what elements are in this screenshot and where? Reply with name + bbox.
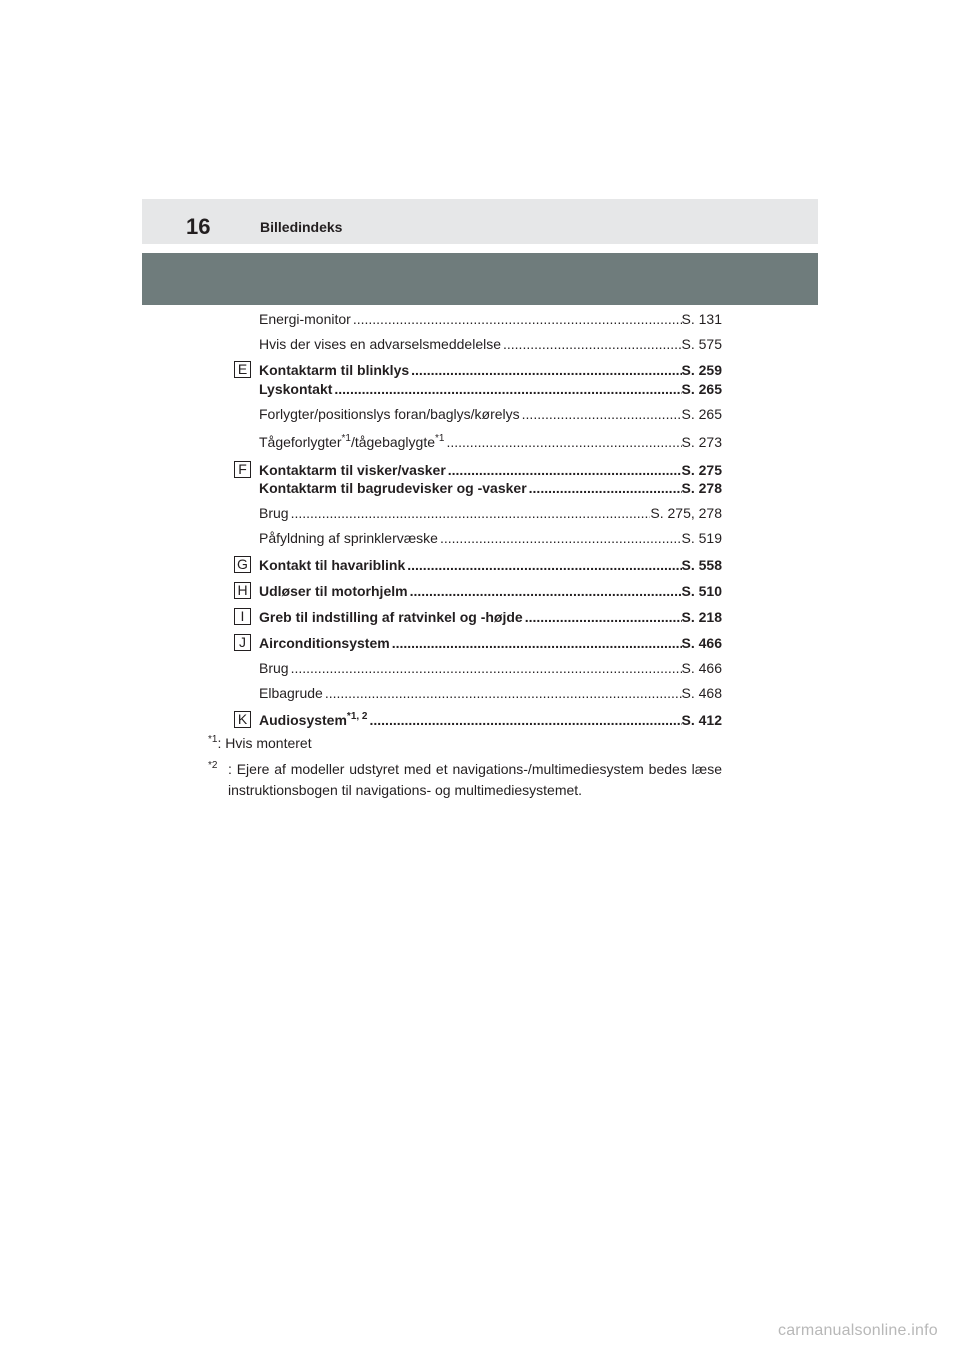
entry-label: Kontaktarm til blinklys — [259, 362, 410, 378]
index-entry — [259, 310, 722, 328]
index-entry — [259, 556, 722, 574]
entry-label: Kontaktarm til visker/vasker — [259, 462, 446, 478]
watermark: carmanualsonline.info — [778, 1322, 938, 1339]
section-title: Billedindeks — [260, 219, 343, 235]
page-ref[interactable]: S. 510 — [681, 583, 722, 599]
entry-label: Tågeforlygter$^{*1}$/tågebaglygte$^{*1}$ — [259, 433, 445, 450]
entry-label: Lyskontakt — [259, 381, 333, 397]
footnote-ref: *1 — [435, 433, 445, 444]
footnote-mark: *1 — [208, 734, 218, 745]
letter-marker-i: I — [234, 608, 251, 625]
page-ref[interactable]: S. 519 — [681, 530, 722, 546]
footnote-mark: *2 — [208, 760, 218, 771]
leader-dots — [409, 361, 681, 379]
letter-marker-k: K — [234, 711, 251, 728]
leader-dots — [501, 335, 682, 353]
page-ref[interactable]: S. 575 — [681, 336, 722, 352]
section-band — [142, 253, 818, 305]
entry-label: Brug — [259, 505, 289, 521]
footnote-ref: *1, 2 — [346, 711, 368, 722]
page-ref[interactable]: S. 275, 278 — [650, 505, 722, 521]
leader-dots — [408, 582, 682, 600]
index-entry — [259, 684, 722, 702]
leader-dots — [289, 504, 651, 522]
entry-label: Brug — [259, 660, 289, 676]
entry-label: Hvis der vises en advarselsmeddelelse — [259, 336, 501, 352]
page-ref[interactable]: S. 265 — [681, 381, 722, 397]
footnote-1 — [208, 733, 722, 754]
footnote-2-mark — [208, 759, 217, 780]
letter-marker-f: F — [234, 461, 251, 478]
leader-dots — [438, 529, 682, 547]
entry-label: Kontaktarm til bagrudevisker og -vasker — [259, 480, 527, 496]
leader-dots — [520, 405, 682, 423]
index-entry — [259, 361, 722, 379]
index-entry — [259, 479, 722, 497]
index-entry — [259, 380, 722, 398]
entry-label: Greb til indstilling af ratvinkel og -højde — [259, 609, 523, 625]
index-entry — [259, 608, 722, 626]
page-ref[interactable]: S. 273 — [681, 434, 722, 450]
letter-marker-e: E — [234, 361, 251, 378]
index-entry — [259, 659, 722, 677]
page-ref[interactable]: S. 466 — [681, 660, 722, 676]
leader-dots — [444, 433, 681, 451]
page-ref[interactable]: S. 278 — [681, 480, 722, 496]
entry-label: Audiosystem$^{*1, 2}$ — [259, 711, 368, 728]
index-entry — [259, 433, 722, 451]
leader-dots — [446, 461, 682, 479]
letter-marker-g: G — [234, 556, 251, 573]
leader-dots — [332, 380, 681, 398]
entry-label: Airconditionsystem — [259, 635, 390, 651]
letter-marker-j: J — [234, 634, 251, 651]
entry-label: Energi-monitor — [259, 311, 351, 327]
footnote-2-text: : Ejere af modeller udstyret med et navigations-/multimediesystem bedes læse instruktionsbogen til navigations- og multimediesystemet. — [228, 761, 722, 798]
entry-label: Kontakt til havariblink — [259, 557, 406, 573]
index-entry — [259, 335, 722, 353]
page-ref[interactable]: S. 412 — [681, 712, 722, 728]
index-entry — [259, 711, 722, 729]
letter-marker-h: H — [234, 582, 251, 599]
leader-dots — [523, 608, 682, 626]
leader-dots — [405, 556, 681, 574]
page-ref[interactable]: S. 265 — [681, 406, 722, 422]
page-number: 16 — [186, 214, 211, 239]
leader-dots — [351, 310, 682, 328]
entry-label: Udløser til motorhjelm — [259, 583, 408, 599]
entry-label: Påfyldning af sprinklervæske — [259, 530, 438, 546]
page-ref[interactable]: S. 466 — [681, 635, 722, 651]
leader-dots — [323, 684, 682, 702]
footnote-text: : Hvis monteret — [217, 735, 312, 751]
page-ref[interactable]: S. 275 — [681, 462, 722, 478]
entry-label: Elbagrude — [259, 685, 323, 701]
leader-dots — [368, 711, 682, 729]
page-ref[interactable]: S. 131 — [681, 311, 722, 327]
index-entry — [259, 504, 722, 522]
index-entry — [259, 582, 722, 600]
index-entry — [259, 634, 722, 652]
entry-label: Forlygter/positionslys foran/baglys/kørelys — [259, 406, 520, 422]
index-entry — [259, 405, 722, 423]
header-bar — [142, 199, 818, 244]
leader-dots — [527, 479, 682, 497]
page-ref[interactable]: S. 558 — [681, 557, 722, 573]
index-entry — [259, 529, 722, 547]
index-entry — [259, 461, 722, 479]
page-ref[interactable]: S. 468 — [681, 685, 722, 701]
page-ref[interactable]: S. 259 — [681, 362, 722, 378]
leader-dots — [390, 634, 682, 652]
leader-dots — [289, 659, 682, 677]
page-ref[interactable]: S. 218 — [681, 609, 722, 625]
footnote-ref: *1 — [341, 433, 351, 444]
